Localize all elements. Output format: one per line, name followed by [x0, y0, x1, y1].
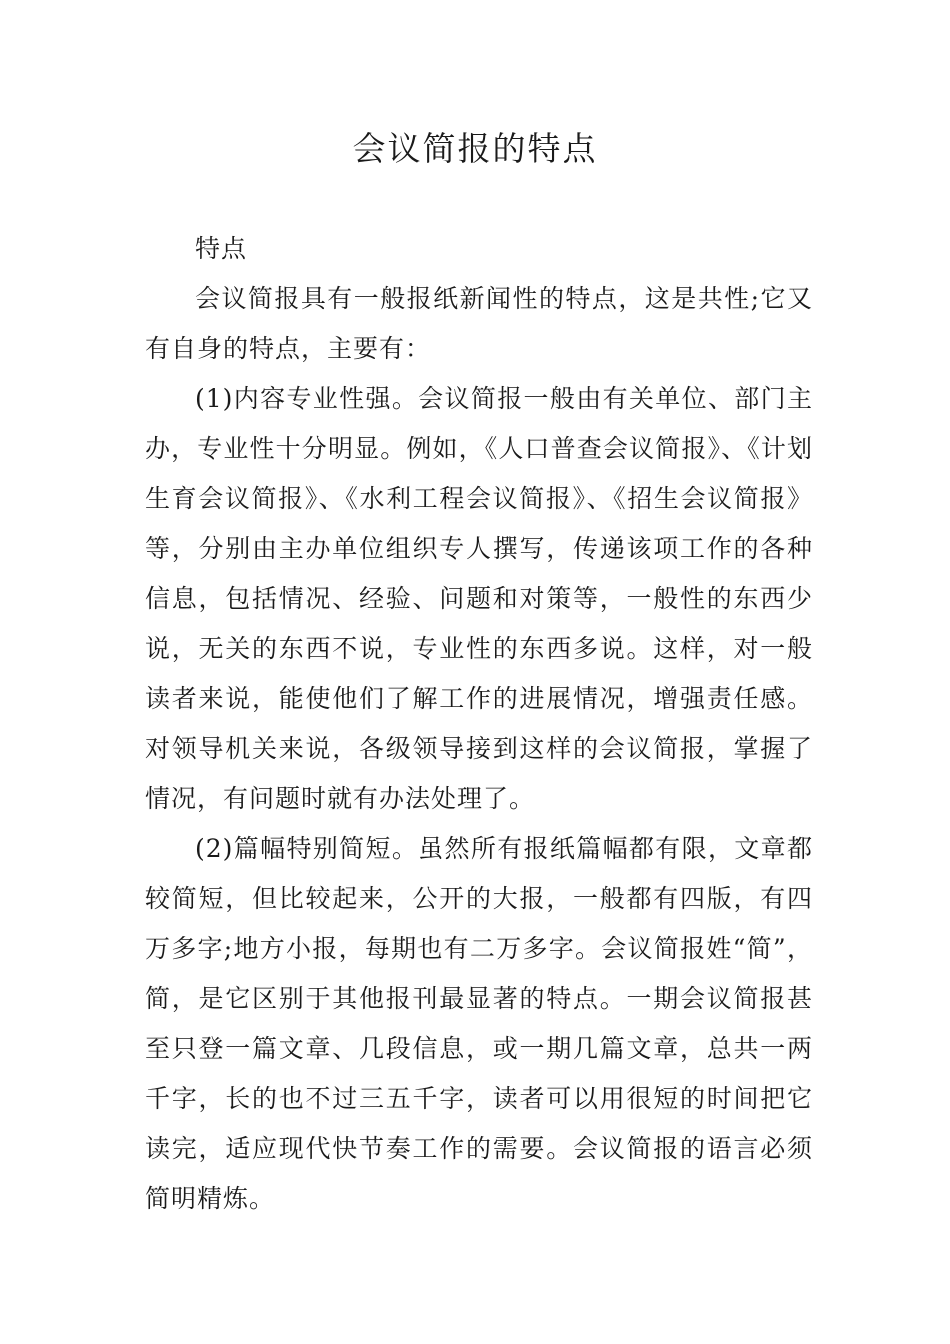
document-body	[145, 224, 813, 1224]
paragraph-intro: 会议简报具有一般报纸新闻性的特点，这是共性;它又有自身的特点，主要有：	[145, 284, 813, 363]
paragraph-point-1: (1)内容专业性强。会议简报一般由有关单位、部门主办，专业性十分明显。例如，《人口普查会议简报》、《计划生育会议简报》、《水利工程会议简报》、《招生会议简报》等，分别由主办单位组织专人撰写，传递该项工作的各种信息，包括情况、经验、问题和对策等，一般性的东西少说，无关的东西不说，专业性的东西多说。这样，对一般读者来说，能使他们了解工作的进展情况，增强责任感。对领导机关来说，各级领导接到这样的会议简报，掌握了情况，有问题时就有办法处理了。	[145, 384, 813, 813]
paragraph-point-2: (2)篇幅特别简短。虽然所有报纸篇幅都有限，文章都较简短，但比较起来，公开的大报，一般都有四版，有四万多字;地方小报，每期也有二万多字。会议简报姓“简”，简，是它区别于其他报刊最显著的特点。一期会议简报甚至只登一篇文章、几段信息，或一期几篇文章，总共一两千字，长的也不过三五千字，读者可以用很短的时间把它读完，适应现代快节奏工作的需要。会议简报的语言必须简明精炼。	[145, 834, 813, 1213]
document-title: 会议简报的特点	[352, 129, 598, 168]
paragraph-heading: 特点	[195, 234, 248, 263]
